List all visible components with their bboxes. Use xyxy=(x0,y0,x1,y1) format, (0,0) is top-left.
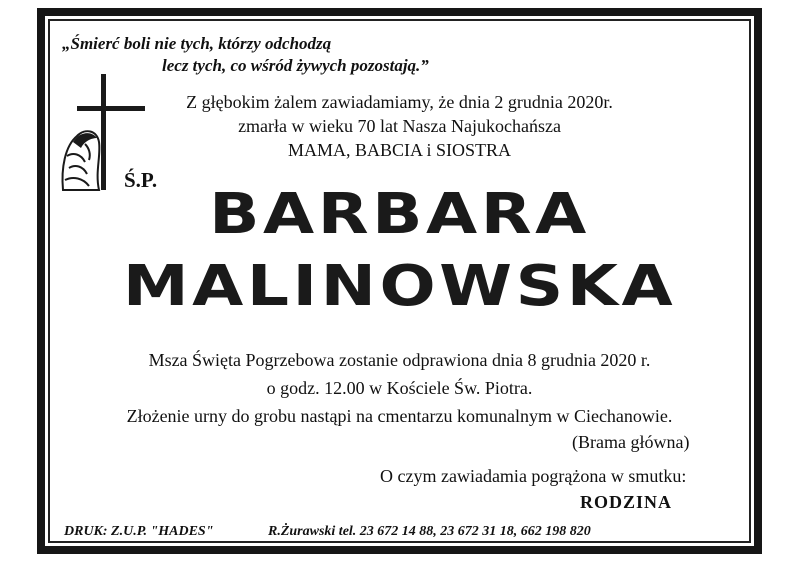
obituary-frame xyxy=(37,8,762,554)
announcement-line-2: zmarła w wieku 70 lat Nasza Najukochańsza xyxy=(238,116,561,136)
sp-label: Ś.P. xyxy=(124,168,158,192)
ceremony-line-4: (Brama główna) xyxy=(572,432,690,452)
announcement-line-1: Z głębokim żalem zawiadamiamy, że dnia 2 grudnia 2020r. xyxy=(186,92,613,112)
signature-intro: O czym zawiadamia pogrążona w smutku: xyxy=(380,466,687,486)
quote-line-1: „Śmierć boli nie tych, którzy odchodzą xyxy=(62,34,332,53)
footer-contact: R.Żurawski tel. 23 672 14 88, 23 672 31 18, 662 198 820 xyxy=(268,524,591,539)
ceremony-line-1: Msza Święta Pogrzebowa zostanie odprawiona dnia 8 grudnia 2020 r. xyxy=(148,350,651,370)
ceremony-line-3: Złożenie urny do grobu nastąpi na cmentarzu komunalnym w Ciechanowie. xyxy=(126,406,673,426)
signature-name: RODZINA xyxy=(580,492,673,512)
ceremony-line-2: o godz. 12.00 w Kościele Św. Piotra. xyxy=(266,378,533,398)
footer-printer: DRUK: Z.U.P. "HADES" xyxy=(64,524,214,539)
announcement-line-3: MAMA, BABCIA i SIOSTRA xyxy=(287,140,512,160)
quote-line-2: lecz tych, co wśród żywych pozostają.” xyxy=(162,56,429,75)
deceased-last-name: MALINOWSKA xyxy=(122,254,677,319)
deceased-first-name: BARBARA xyxy=(209,182,590,247)
